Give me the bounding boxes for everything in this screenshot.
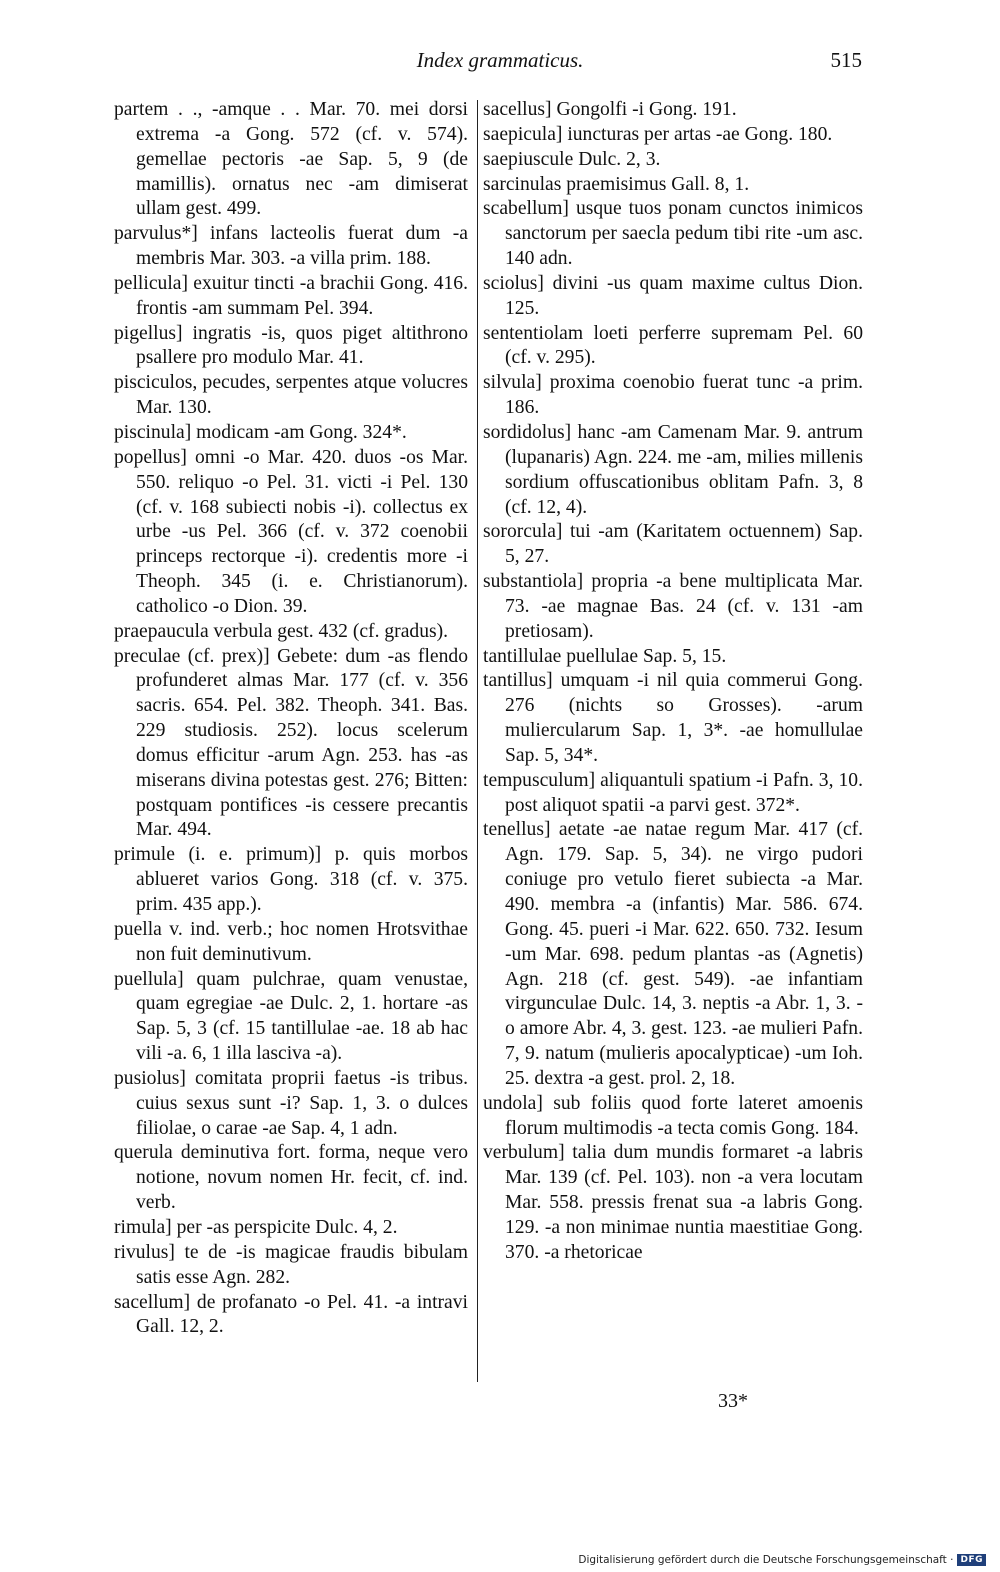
index-entry: sordidolus] hanc -am Camenam Mar. 9. antrum (lupanaris) Agn. 224. me -am, milies millenis sordium offuscationibus oblitam Pafn. 3, 8 (cf. 12, 4). — [483, 421, 863, 518]
index-entry: sacellus] Gongolfi -i Gong. 191. — [483, 99, 737, 120]
index-entry: tenellus] aetate -ae natae regum Mar. 417 (cf. Agn. 179. Sap. 5, 34). ne virgo pudori coniuge pro vetulo fieret subiecta -a Mar. 490. membra -a (infantis) Mar. 586. 674. Gong. 45. pueri -i Mar. 622. 650. 732. Iesum -um Mar. 698. pedum plantas -as (Agnetis) Agn. 218 (cf. gest. 549). -ae infantiam virgunculae Dulc. 14, 3. neptis -a Abr. 1, 3. -o amore Abr. 4, 3. gest. 123. -ae mulieri Pafn. 7, 9. natum (mulieris apocalypticae) -um Ioh. 25. dextra -a gest. prol. 2, 18. — [483, 819, 863, 1089]
index-entry: querula deminutiva fort. forma, neque vero notione, novum nomen Hr. fecit, cf. ind. verb. — [114, 1142, 468, 1214]
digitization-footer — [578, 1554, 986, 1566]
index-entry: partem . ., -amque . . Mar. 70. mei dorsi extrema -a Gong. 572 (cf. v. 574). gemellae pectoris -ae Sap. 5, 9 (de mamillis). ornatus nec -am dimiserat ullam gest. 499. — [114, 99, 468, 220]
index-entry: sarcinulas praemisimus Gall. 8, 1. — [483, 173, 750, 195]
index-entry: substantiola] propria -a bene multiplicata Mar. 73. -ae magnae Bas. 24 (cf. v. 131 -am pretiosam). — [483, 571, 863, 642]
index-column-right — [483, 98, 863, 1266]
index-entry: sacellum] de profanato -o Pel. 41. -a intravi Gall. 12, 2. — [114, 1291, 468, 1338]
dfg-logo-icon: DFG — [957, 1554, 986, 1566]
index-entry: undola] sub foliis quod forte lateret amoenis florum multimodis -a tecta comis Gong. 184. — [483, 1092, 863, 1139]
index-entry: pusiolus] comitata proprii faetus -is tribus. cuius sexus sunt -i? Sap. 1, 3. o dulces filiolae, o carae -ae Sap. 4, 1 adn. — [114, 1067, 468, 1139]
index-entry: piscinula] modicam -am Gong. 324*. — [114, 421, 407, 443]
index-entry: verbulum] talia dum mundis formaret -a labris Mar. 139 (cf. Pel. 103). non -a vera locutam Mar. 558. pressis frenat sua -a labris Gong. 129. -a non minimae nuntia maestitiae Gong. 370. -a rhetoricae — [483, 1142, 863, 1263]
index-entry: preculae (cf. prex)] Gebete: dum -as flendo profunderet almas Mar. 177 (cf. v. 356 sacris. 654. Pel. 382. Theoph. 341. Bas. 229 studiosis. 252). locus scelerum domus efficitur -arum Agn. 253. has -as miserans divina potestas gest. 276; Bitten: postquam pontifices -is cessere precantis Mar. 494. — [114, 645, 468, 841]
index-entry: silvula] proxima coenobio fuerat tunc -a prim. 186. — [483, 372, 863, 419]
index-entry: sciolus] divini -us quam maxime cultus Dion. 125. — [483, 272, 863, 319]
index-entry: pisciculos, pecudes, serpentes atque volucres Mar. 130. — [114, 372, 468, 419]
index-entry: rivulus] te de -is magicae fraudis bibulam satis esse Agn. 282. — [114, 1241, 468, 1288]
index-entry: saepicula] iuncturas per artas -ae Gong. 180. — [483, 123, 833, 145]
index-entry: pellicula] exuitur tincti -a brachii Gong. 416. frontis -am summam Pel. 394. — [114, 272, 468, 319]
index-entry: rimula] per -as perspicite Dulc. 4, 2. — [114, 1216, 398, 1238]
footer-text: Digitalisierung gefördert durch die Deutsche Forschungsgemeinschaft · — [578, 1554, 954, 1566]
index-entry: primule (i. e. primum)] p. quis morbos ablueret varios Gong. 318 (cf. v. 375. prim. 435 app.). — [114, 844, 468, 915]
index-entry: tantillulae puellulae Sap. 5, 15. — [483, 645, 727, 667]
index-entry: saepiuscule Dulc. 2, 3. — [483, 148, 661, 170]
index-entry: scabellum] usque tuos ponam cunctos inimicos sanctorum per saecla pedum tibi rite -um asc. 140 adn. — [483, 198, 863, 270]
signature-mark: 33* — [718, 1390, 748, 1412]
column-divider — [477, 100, 478, 1382]
index-entry: popellus] omni -o Mar. 420. duos -os Mar. 550. reliquo -o Pel. 31. victi -i Pel. 130 (cf. v. 168 subiecti nobis -i). collectus ex urbe -us Pel. 366 (cf. v. 372 coenobii princeps rectorque -i). credentis more -i Theoph. 345 (i. e. Christianorum). catholico -o Dion. 39. — [114, 446, 468, 617]
page-number: 515 — [830, 48, 862, 72]
index-entry: tantillus] umquam -i nil quia commerui Gong. 276 (nichts so Grosses). -arum muliercularum Sap. 1, 3*. -ae homullulae Sap. 5, 34*. — [483, 670, 863, 766]
index-entry: praepaucula verbula gest. 432 (cf. gradus). — [114, 620, 449, 642]
index-entry: parvulus*] infans lacteolis fuerat dum -a membris Mar. 303. -a villa prim. 188. — [114, 223, 468, 270]
index-entry: sententiolam loeti perferre supremam Pel. 60 (cf. v. 295). — [483, 322, 863, 369]
index-entry: pigellus] ingratis -is, quos piget altithrono psallere pro modulo Mar. 41. — [114, 322, 468, 369]
running-title: Index grammaticus. — [416, 48, 584, 72]
index-entry: puellula] quam pulchrae, quam venustae, quam egregiae -ae Dulc. 2, 1. hortare -as Sap. 5, 3 (cf. 15 tantillulae -ae. 18 ab hac vili -a. 6, 1 illa lasciva -a). — [114, 968, 468, 1065]
index-entry: tempusculum] aliquantuli spatium -i Pafn. 3, 10. post aliquot spatii -a parvi gest. 372*. — [483, 769, 863, 816]
index-entry: puella v. ind. verb.; hoc nomen Hrotsvithae non fuit deminutivum. — [114, 918, 468, 965]
index-column-left — [114, 98, 468, 1340]
index-entry: sororcula] tui -am (Karitatem octuennem) Sap. 5, 27. — [483, 521, 863, 568]
